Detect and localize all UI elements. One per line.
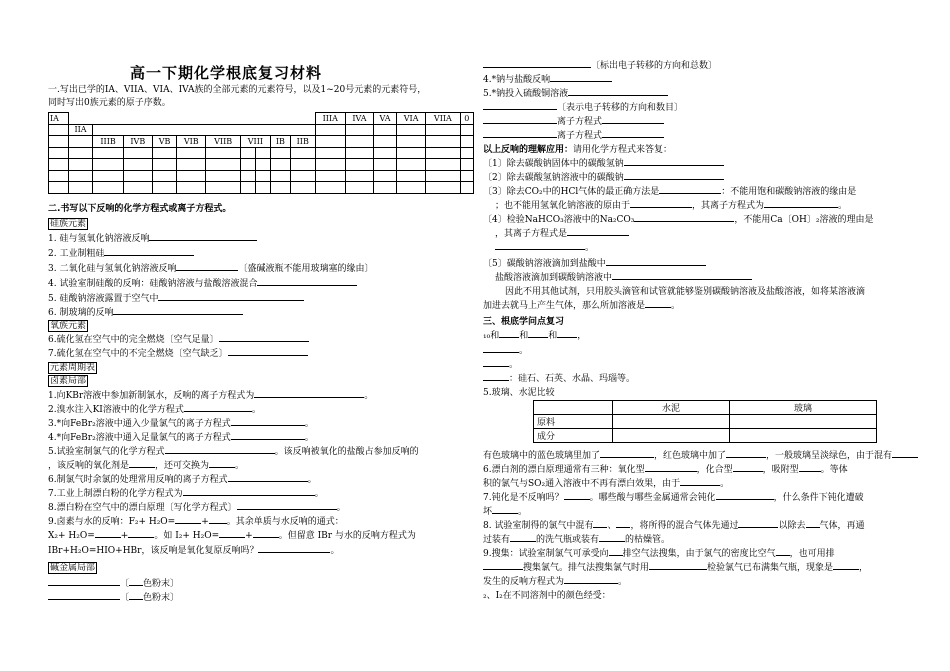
intro-line-1: 一.写出已学的IA、VIIA、VIA、IVA族的全部元素的元素符号，以及1~20号元素的元素符号， (48, 85, 427, 95)
pt-via: VIA (397, 113, 426, 125)
si-group-label: 硅族元素 (50, 219, 87, 229)
halo-item-1: 1.向KBr溶液中参加新制氯水，反响的离子方程式为 (48, 391, 255, 401)
q-3: 〔3〕除去CO₂中的HCl气体的最正确方法是 (483, 187, 660, 197)
pt-iva: IVA (345, 113, 373, 125)
si-item-5: 5. 硅酸钠溶液露置于空气中 (48, 294, 159, 304)
halo-item-3: 3.*向FeBr₂溶液中通入少量氯气的离子方程式 (48, 419, 231, 429)
pt-ia: IA (49, 113, 69, 125)
section-2-heading: 二.书写以下反响的化学方程式或离子方程式。 (48, 204, 232, 214)
halo-item-2: 2.溴水注入KI溶液中的化学方程式 (48, 405, 184, 415)
intro-line-2: 同时写出0族元素的原子序数。 (48, 98, 171, 108)
q-1: 〔1〕除去碳酸钠固体中的碳酸氢钠 (483, 159, 624, 169)
pt-section-label: 元素周期表 (50, 363, 96, 373)
pt-iiia: IIIA (315, 113, 345, 125)
page-title: 高一下期化学根底复习材料 (130, 64, 323, 82)
halo-item-6: 6.制氯气时余氯的处理常用反响的离子方程式 (48, 475, 228, 485)
pt-iiib: IIIB (93, 136, 123, 148)
pt-ib: IB (270, 136, 290, 148)
si-item-3-note: 〔盛碱液瓶不能用玻璃塞的缘由〕 (238, 264, 374, 274)
pt-vb: VB (152, 136, 176, 148)
si-item-6: 6. 制玻璃的反响 (48, 308, 114, 318)
halogen-label: 卤素局部 (50, 376, 87, 386)
pt-ivb: IVB (123, 136, 152, 148)
halo-item-4: 4.*向FeBr₂溶液中通入足量氯气的离子方程式 (48, 433, 231, 443)
r-item-5: 5.*钠投入硫酸铜溶液 (483, 89, 569, 99)
alkali-metal-label: 碱金属局部 (50, 563, 96, 573)
q-2: 〔2〕除去碳酸氢钠溶液中的碳酸钠 (483, 173, 624, 183)
halo-item-5: 5.试验室制氯气的化学方程式 (48, 447, 165, 457)
halo-item-7: 7.工业上制漂白粉的化学方程式为 (48, 489, 183, 499)
o-item-1: 6.硫化氢在空气中的完全燃烧〔空气足量〕 (48, 335, 219, 345)
apply-heading: 以上反响的理解应用： (483, 145, 574, 155)
halo-item-9: 9.卤素与水的反响：F₂+ H₂O= (48, 517, 176, 527)
o-item-2: 7.硫化氢在空气中的不完全燃烧〔空气缺乏〕 (48, 349, 228, 359)
pt-viib: VIIB (206, 136, 241, 148)
halo-item-8: 8.漂白粉在空气中的漂白原理〔写化学方程式〕 (48, 503, 237, 513)
pt-viia: VIIA (426, 113, 460, 125)
pt-iia: IIA (68, 124, 93, 136)
o-group-label: 氧族元素 (50, 321, 87, 331)
q-4: 〔4〕检验NaHCO₃溶液中的Na₂CO₃ (483, 215, 635, 225)
si-item-2: 2. 工业制粗硅 (48, 249, 105, 259)
glass-cement-table: 水泥 玻璃 原料 成分 (533, 400, 877, 443)
pt-0: 0 (460, 113, 473, 125)
pt-viii: VIII (240, 136, 270, 148)
si-item-4: 4. 试验室制硅酸的反响：硅酸钠溶液与盐酸溶液混合 (48, 279, 258, 289)
pt-va: VA (374, 113, 397, 125)
si-item-3: 3. 二氧化硅与氢氧化钠溶液反响 (48, 264, 177, 274)
r-note-2: 〔表示电子转移的方向和数目〕 (557, 103, 684, 113)
k-item-5: 5.玻璃、水泥比较 (483, 388, 555, 398)
r-item-4: 4.*钠与盐酸反响 (483, 75, 551, 85)
pt-vib: VIB (177, 136, 206, 148)
r-note-1: 〔标出电子转移的方向和总数〕 (591, 61, 718, 71)
section-3-heading: 三、根底学问点复习 (483, 317, 565, 327)
periodic-table-grid (48, 112, 474, 194)
si-item-1: 1. 硅与氢氧化钠溶液反响 (48, 234, 150, 244)
q-5: 〔5〕碳酸钠溶液滴加到盐酸中 (483, 259, 606, 269)
pt-iib: IIB (290, 136, 315, 148)
